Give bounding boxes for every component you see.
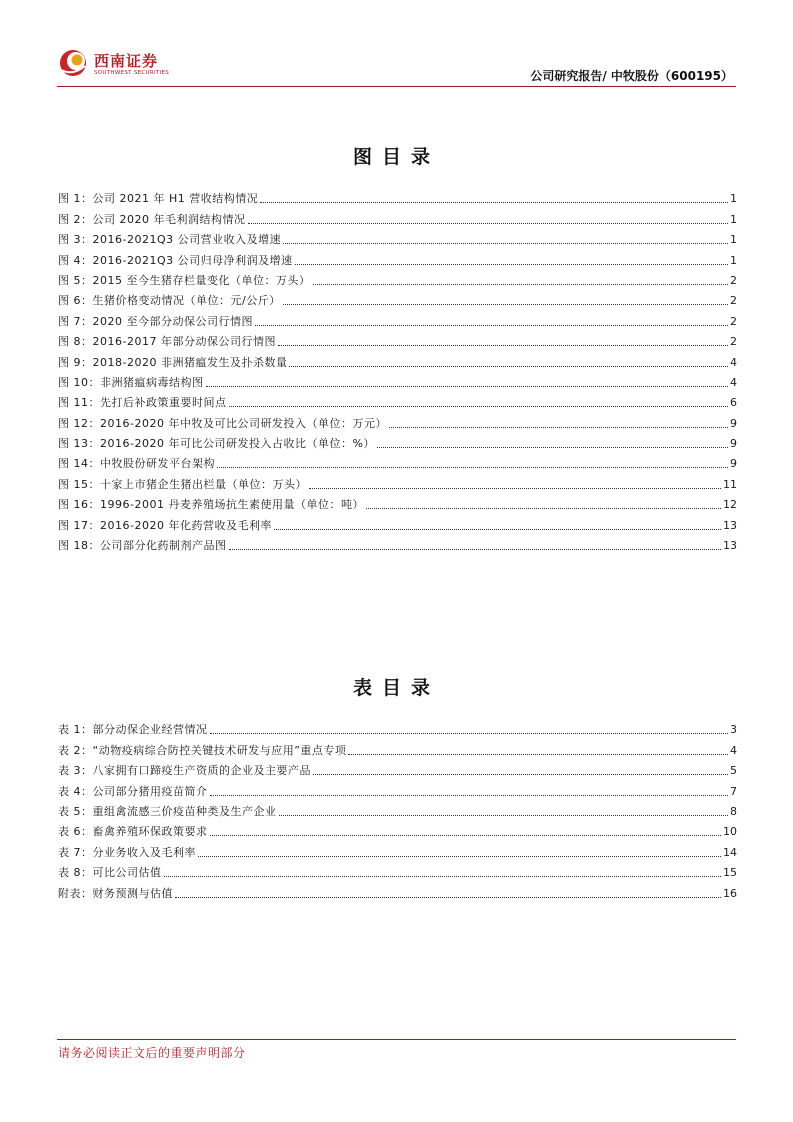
toc-entry-label: 图 18： <box>58 539 100 553</box>
toc-page-number[interactable]: 12 <box>723 498 737 512</box>
toc-entry-label: 表 3： <box>58 764 93 778</box>
toc-entry-text: 2016-2017 年部分动保公司行情图 <box>92 335 276 349</box>
toc-entry-label: 图 3： <box>58 233 93 247</box>
toc-entry-text: 2016-2021Q3 公司营业收入及增速 <box>92 233 282 247</box>
toc-entry-text: 中牧股份研发平台架构 <box>100 457 215 471</box>
toc-entry[interactable] <box>58 778 737 798</box>
toc-entry-text: 八家拥有口蹄疫生产资质的企业及主要产品 <box>92 764 311 778</box>
toc-dot-leader <box>206 386 729 387</box>
toc-entry[interactable] <box>58 799 737 819</box>
toc-entry-title[interactable] <box>58 846 198 860</box>
toc-entry-title[interactable] <box>58 457 217 471</box>
toc-dot-leader <box>229 549 722 550</box>
toc-dot-leader <box>377 447 728 448</box>
toc-entry-label: 图 15： <box>58 477 100 491</box>
toc-entry-title[interactable] <box>58 335 278 349</box>
toc-entry-label: 表 6： <box>58 825 93 839</box>
toc-dot-leader <box>278 345 728 346</box>
toc-entry[interactable] <box>58 206 737 226</box>
toc-entry-text: 2016-2021Q3 公司归母净利润及增速 <box>92 253 293 267</box>
toc-dot-leader <box>198 856 721 857</box>
toc-entry-text: 可比公司估值 <box>92 866 162 880</box>
toc-page-number[interactable]: 1 <box>730 233 737 247</box>
toc-page-number[interactable]: 10 <box>723 825 737 839</box>
toc-entry-label: 表 7： <box>58 845 93 859</box>
toc-entry-label: 图 2： <box>58 212 93 226</box>
toc-page-number[interactable]: 2 <box>730 335 737 349</box>
toc-dot-leader <box>248 223 729 224</box>
toc-dot-leader <box>313 774 728 775</box>
toc-entry-title[interactable] <box>58 356 289 370</box>
toc-entry-title[interactable] <box>58 785 210 799</box>
toc-dot-leader <box>366 508 721 509</box>
toc-dot-leader <box>289 366 728 367</box>
toc-entry[interactable] <box>58 717 737 737</box>
toc-entry[interactable] <box>58 288 737 308</box>
toc-entry-label: 图 4： <box>58 253 93 267</box>
toc-page-number[interactable]: 6 <box>730 396 737 410</box>
toc-entry[interactable] <box>58 431 737 451</box>
toc-entry-text: 畜禽养殖环保政策要求 <box>92 825 208 839</box>
toc-dot-leader <box>295 264 728 265</box>
toc-dot-leader <box>309 488 721 489</box>
toc-entry-text: 2015 至今生猪存栏量变化（单位：万头） <box>92 273 311 287</box>
toc-entry-title[interactable] <box>58 192 260 206</box>
toc-entry[interactable] <box>58 227 737 247</box>
table-index-list <box>58 717 737 901</box>
toc-page-number[interactable]: 9 <box>730 416 737 430</box>
toc-entry-label: 图 7： <box>58 314 93 328</box>
toc-entry-text: 公司部分化药制剂产品图 <box>100 539 227 553</box>
toc-page-number[interactable]: 2 <box>730 314 737 328</box>
toc-entry[interactable] <box>58 308 737 328</box>
toc-entry-label: 图 17： <box>58 518 100 532</box>
toc-entry-label: 表 2： <box>58 743 93 757</box>
toc-entry-title[interactable] <box>58 539 229 553</box>
toc-entry-text: 2020 至今部分动保公司行情图 <box>92 314 253 328</box>
figure-index-list <box>58 186 737 553</box>
toc-page-number[interactable]: 8 <box>730 804 737 818</box>
toc-page-number[interactable]: 9 <box>730 437 737 451</box>
toc-entry-title[interactable] <box>58 805 279 819</box>
toc-entry-label: 图 8： <box>58 335 93 349</box>
toc-entry-title[interactable] <box>58 723 210 737</box>
toc-dot-leader <box>164 876 722 877</box>
toc-entry-text: 非洲猪瘟病毒结构图 <box>100 375 204 389</box>
toc-entry-title[interactable] <box>58 396 229 410</box>
toc-entry-title[interactable] <box>58 437 377 451</box>
toc-entry-title[interactable] <box>58 866 164 880</box>
toc-entry-text: 1996-2001 丹麦养殖场抗生素使用量（单位：吨） <box>100 498 364 512</box>
toc-entry-label: 图 12： <box>58 416 100 430</box>
toc-entry-title[interactable] <box>58 233 283 247</box>
toc-page-number[interactable]: 5 <box>730 764 737 778</box>
toc-dot-leader <box>348 754 728 755</box>
toc-entry-text: 先打后补政策重要时间点 <box>100 396 227 410</box>
toc-page-number[interactable]: 11 <box>723 477 737 491</box>
toc-entry[interactable] <box>58 268 737 288</box>
toc-entry-text: 2016-2020 年中牧及可比公司研发投入（单位：万元） <box>100 416 387 430</box>
toc-entry-label: 表 5： <box>58 804 93 818</box>
toc-entry-label: 图 16： <box>58 498 100 512</box>
toc-page-number[interactable]: 13 <box>723 518 737 532</box>
toc-dot-leader <box>255 325 728 326</box>
toc-dot-leader <box>283 304 728 305</box>
toc-entry[interactable] <box>58 410 737 430</box>
toc-entry-text: 公司部分猪用疫苗简介 <box>92 784 208 798</box>
toc-entry-title[interactable] <box>58 274 313 288</box>
toc-entry-label: 附表： <box>58 886 93 900</box>
toc-entry-text: 部分动保企业经营情况 <box>92 723 208 737</box>
company-logo <box>58 46 178 82</box>
toc-entry-text: 十家上市猪企生猪出栏量（单位：万头） <box>100 477 307 491</box>
toc-dot-leader <box>283 243 728 244</box>
toc-entry-title[interactable] <box>58 213 248 227</box>
toc-entry-label: 图 9： <box>58 355 93 369</box>
toc-dot-leader <box>313 284 729 285</box>
toc-dot-leader <box>210 795 729 796</box>
toc-entry-title[interactable] <box>58 315 255 329</box>
toc-entry-label: 图 1： <box>58 192 93 206</box>
toc-entry-title[interactable] <box>58 498 366 512</box>
toc-entry-title[interactable] <box>58 254 295 268</box>
toc-entry-text: 重组禽流感三价疫苗种类及生产企业 <box>92 804 277 818</box>
toc-entry[interactable] <box>58 451 737 471</box>
toc-entry-text: 生猪价格变动情况（单位：元/公斤） <box>92 294 281 308</box>
toc-entry[interactable] <box>58 247 737 267</box>
toc-entry[interactable] <box>58 349 737 369</box>
toc-page-number[interactable]: 3 <box>730 723 737 737</box>
toc-dot-leader <box>389 427 728 428</box>
toc-page-number[interactable]: 1 <box>730 192 737 206</box>
toc-page-number[interactable]: 16 <box>723 886 737 900</box>
logo-text-en: SOUTHWEST SECURITIES <box>94 70 170 76</box>
toc-entry-text: 分业务收入及毛利率 <box>92 845 196 859</box>
page-header <box>0 0 793 90</box>
footer-divider <box>57 1039 736 1040</box>
toc-entry-title[interactable] <box>58 887 175 901</box>
toc-entry-title[interactable] <box>58 294 283 308</box>
toc-entry-title[interactable] <box>58 376 206 390</box>
toc-page-number[interactable]: 9 <box>730 457 737 471</box>
toc-entry[interactable] <box>58 737 737 757</box>
toc-page-number[interactable]: 1 <box>730 253 737 267</box>
header-divider <box>57 86 736 87</box>
toc-entry-text: 公司 2020 年毛利润结构情况 <box>92 212 246 226</box>
toc-entry-label: 表 1： <box>58 723 93 737</box>
toc-page-number[interactable]: 1 <box>730 212 737 226</box>
toc-entry[interactable] <box>58 492 737 512</box>
toc-page-number[interactable]: 4 <box>730 375 737 389</box>
toc-entry-label: 图 11： <box>58 396 100 410</box>
logo-text-cn: 西南证券 <box>94 52 159 70</box>
toc-dot-leader <box>279 815 729 816</box>
toc-entry-label: 表 4： <box>58 784 93 798</box>
toc-entry-title[interactable] <box>58 744 348 758</box>
toc-entry-title[interactable] <box>58 417 389 431</box>
toc-entry[interactable] <box>58 186 737 206</box>
toc-entry[interactable] <box>58 390 737 410</box>
toc-dot-leader <box>210 835 722 836</box>
toc-dot-leader <box>210 733 729 734</box>
toc-entry-text: “动物疫病综合防控关键技术研发与应用”重点专项 <box>92 743 347 757</box>
toc-entry[interactable] <box>58 533 737 553</box>
toc-entry-label: 表 8： <box>58 866 93 880</box>
toc-entry[interactable] <box>58 471 737 491</box>
toc-entry-label: 图 13： <box>58 437 100 451</box>
toc-entry-title[interactable] <box>58 519 274 533</box>
toc-entry-title[interactable] <box>58 764 313 778</box>
toc-entry-text: 公司 2021 年 H1 营收结构情况 <box>92 192 259 206</box>
toc-entry[interactable] <box>58 512 737 532</box>
toc-entry[interactable] <box>58 370 737 390</box>
toc-page-number[interactable]: 14 <box>723 845 737 859</box>
toc-page-number[interactable]: 2 <box>730 294 737 308</box>
toc-dot-leader <box>274 529 721 530</box>
toc-dot-leader <box>175 897 721 898</box>
toc-entry[interactable] <box>58 860 737 880</box>
toc-entry-label: 图 6： <box>58 294 93 308</box>
figure-index-title: 图目录 <box>352 146 440 168</box>
toc-entry-label: 图 14： <box>58 457 100 471</box>
toc-entry-label: 图 5： <box>58 273 93 287</box>
toc-dot-leader <box>260 202 728 203</box>
toc-page-number[interactable]: 4 <box>730 743 737 757</box>
logo-emblem-icon <box>58 48 88 78</box>
toc-entry-title[interactable] <box>58 478 309 492</box>
table-index-title: 表目录 <box>352 677 440 699</box>
toc-entry[interactable] <box>58 880 737 900</box>
toc-page-number[interactable]: 15 <box>723 866 737 880</box>
report-identifier: 公司研究报告/ 中牧股份（600195） <box>530 69 733 83</box>
toc-entry-text: 2016-2020 年化药营收及毛利率 <box>100 518 272 532</box>
toc-entry[interactable] <box>58 839 737 859</box>
toc-dot-leader <box>229 406 729 407</box>
disclaimer-note: 请务必阅读正文后的重要声明部分 <box>58 1046 246 1060</box>
toc-page-number[interactable]: 2 <box>730 273 737 287</box>
toc-entry-title[interactable] <box>58 825 210 839</box>
toc-entry-label: 图 10： <box>58 375 100 389</box>
toc-page-number[interactable]: 4 <box>730 355 737 369</box>
toc-entry-text: 2016-2020 年可比公司研发投入占收比（单位：%） <box>100 437 375 451</box>
toc-page-number[interactable]: 7 <box>730 784 737 798</box>
toc-entry-text: 财务预测与估值 <box>92 886 173 900</box>
toc-page-number[interactable]: 13 <box>723 539 737 553</box>
toc-entry-text: 2018-2020 非洲猪瘟发生及扑杀数量 <box>92 355 288 369</box>
toc-entry[interactable] <box>58 819 737 839</box>
toc-entry[interactable] <box>58 758 737 778</box>
toc-entry[interactable] <box>58 329 737 349</box>
toc-dot-leader <box>217 467 728 468</box>
